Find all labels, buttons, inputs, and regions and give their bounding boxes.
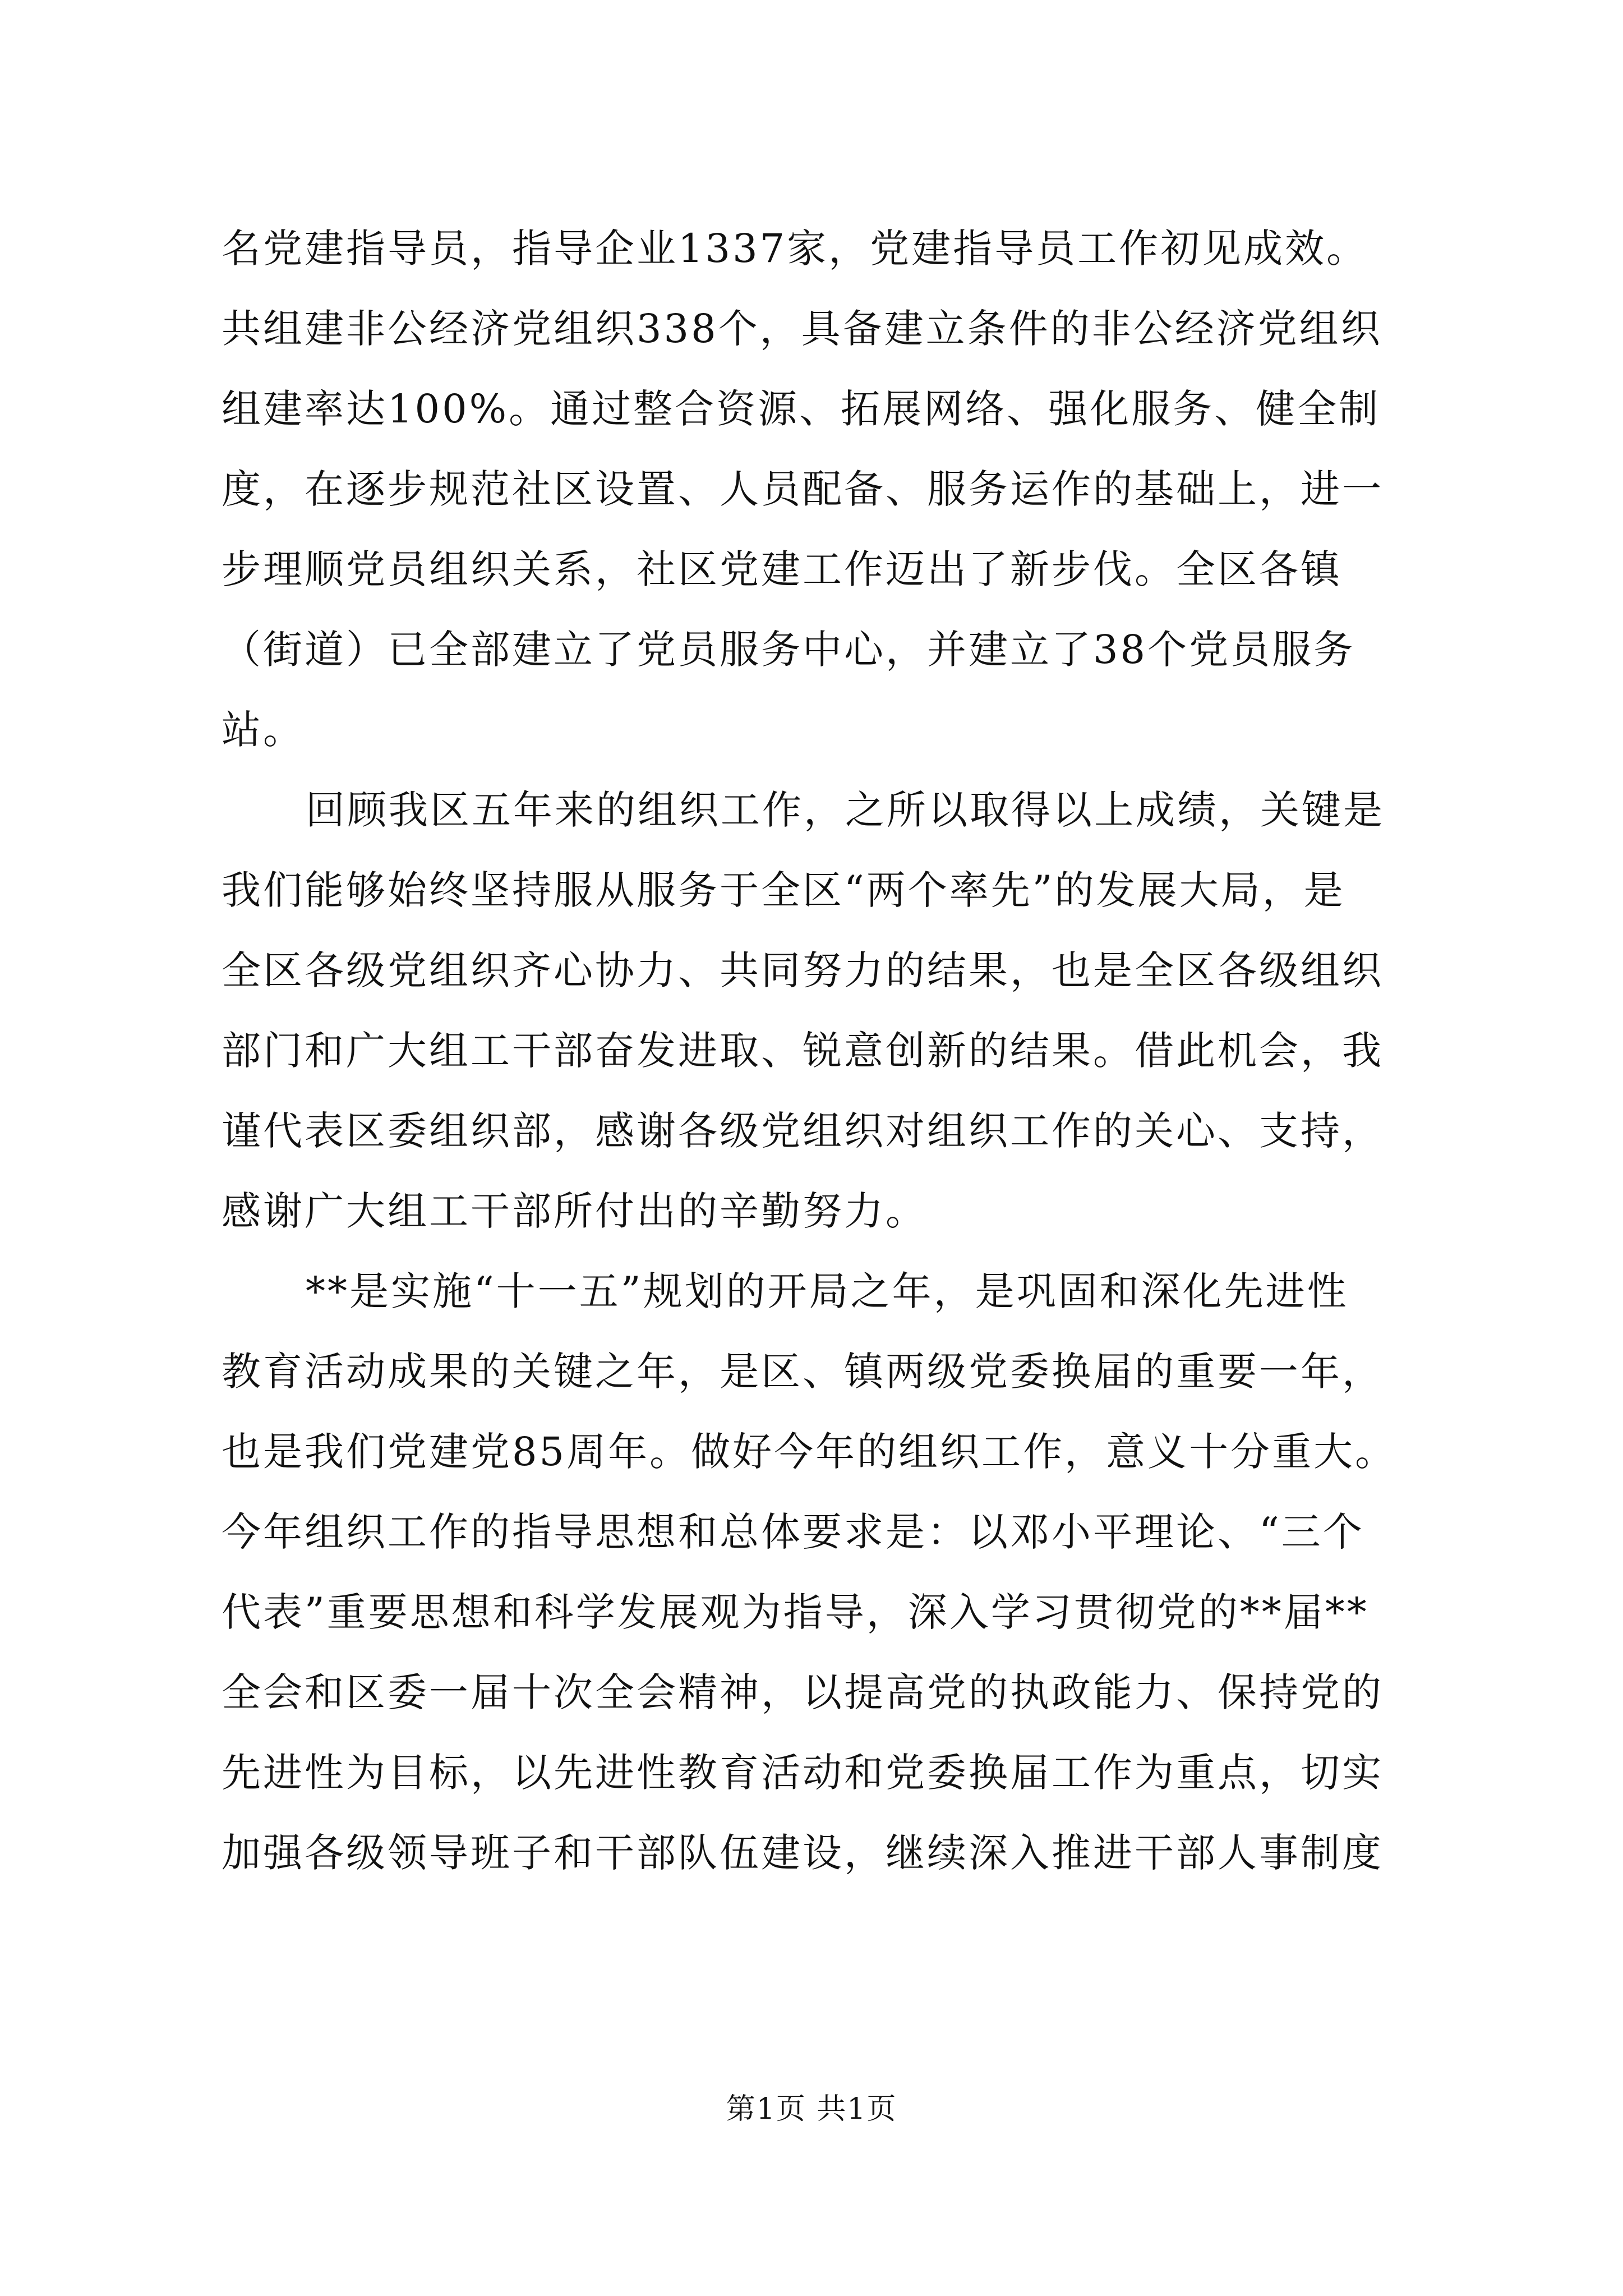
text-line: 全区各级党组织齐心协力、共同努力的结果，也是全区各级组织 bbox=[222, 947, 1384, 993]
text-line: 教育活动成果的关键之年，是区、镇两级党委换届的重要一年， bbox=[222, 1349, 1384, 1395]
text-line: 共组建非公经济党组织338个，具备建立条件的非公经济党组织 bbox=[222, 306, 1382, 352]
text-line: 我们能够始终坚持服从服务于全区“两个率先”的发展大局，是 bbox=[222, 867, 1345, 913]
text-line: 组建率达100%。通过整合资源、拓展网络、强化服务、健全制 bbox=[222, 386, 1381, 432]
text-line: 步理顺党员组织关系，社区党建工作迈出了新步伐。全区各镇 bbox=[222, 546, 1342, 592]
text-line: 站。 bbox=[222, 707, 305, 753]
text-line: 今年组织工作的指导思想和总体要求是：以邓小平理论、“三个 bbox=[222, 1509, 1364, 1555]
document-body bbox=[222, 209, 1427, 1893]
text-line: 也是我们党建党85周年。做好今年的组织工作，意义十分重大。 bbox=[222, 1429, 1397, 1475]
text-line: 加强各级领导班子和干部队伍建设，继续深入推进干部人事制度 bbox=[222, 1830, 1384, 1876]
text-line: 度，在逐步规范社区设置、人员配备、服务运作的基础上，进一 bbox=[222, 466, 1384, 512]
text-line: 先进性为目标，以先进性教育活动和党委换届工作为重点，切实 bbox=[222, 1750, 1384, 1796]
text-line: 名党建指导员，指导企业1337家，党建指导员工作初见成效。 bbox=[222, 226, 1368, 272]
text-line: 部门和广大组工干部奋发进取、锐意创新的结果。借此机会，我 bbox=[222, 1028, 1384, 1074]
text-line: 感谢广大组工干部所付出的辛勤努力。 bbox=[222, 1188, 927, 1234]
text-line: 代表”重要思想和科学发展观为指导，深入学习贯彻党的**届** bbox=[222, 1589, 1369, 1635]
paragraph-start-line: **是实施“十一五”规划的开局之年，是巩固和深化先进性 bbox=[306, 1268, 1349, 1314]
text-line: （街道）已全部建立了党员服务中心，并建立了38个党员服务 bbox=[222, 627, 1355, 673]
text-line: 谨代表区委组织部，感谢各级党组织对组织工作的关心、支持， bbox=[222, 1108, 1384, 1154]
text-line: 全会和区委一届十次全会精神，以提高党的执政能力、保持党的 bbox=[222, 1669, 1384, 1715]
paragraph-start-line: 回顾我区五年来的组织工作，之所以取得以上成绩，关键是 bbox=[306, 787, 1385, 833]
page-footer: 第1页 共1页 bbox=[726, 2092, 897, 2126]
